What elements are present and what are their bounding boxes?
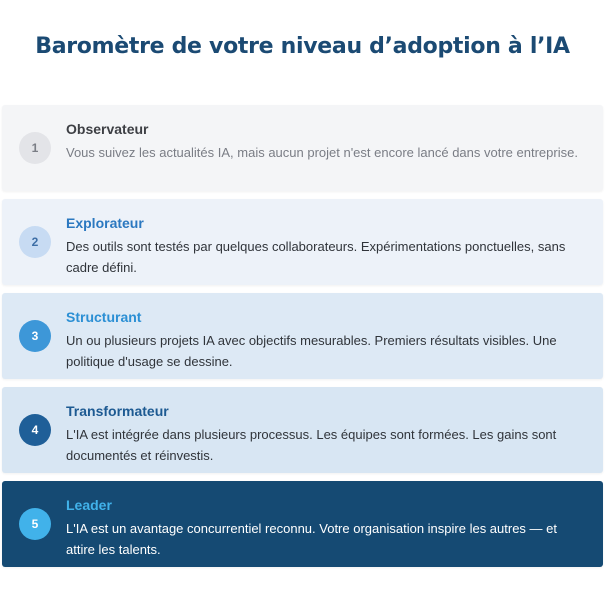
level-description: L'IA est un avantage concurrentiel reconnu. Votre organisation inspire les autres — et attire les talents. bbox=[66, 521, 557, 557]
level-description: Des outils sont testés par quelques collaborateurs. Expérimentations ponctuelles, sans cadre défini. bbox=[66, 239, 566, 275]
level-text bbox=[66, 402, 587, 466]
adoption-levels-list bbox=[2, 105, 603, 575]
level-number-badge: 2 bbox=[19, 226, 51, 258]
page-title: Baromètre de votre niveau d’adoption à l’IA bbox=[35, 34, 570, 59]
level-name: Transformateur bbox=[66, 403, 169, 419]
level-card-transformateur bbox=[2, 387, 603, 473]
level-text bbox=[66, 214, 587, 278]
level-number-badge: 1 bbox=[19, 132, 51, 164]
level-description: L'IA est intégrée dans plusieurs processus. Les équipes sont formées. Les gains sont documentés et réinvestis. bbox=[66, 427, 557, 463]
level-description: Un ou plusieurs projets IA avec objectifs mesurables. Premiers résultats visibles. Une politique d'usage se dessine. bbox=[66, 333, 557, 369]
level-description: Vous suivez les actualités IA, mais aucun projet n'est encore lancé dans votre entreprise. bbox=[66, 145, 578, 160]
level-card-explorateur bbox=[2, 199, 603, 285]
level-card-structurant bbox=[2, 293, 603, 379]
level-number-badge: 5 bbox=[19, 508, 51, 540]
level-text bbox=[66, 120, 587, 163]
level-name: Observateur bbox=[66, 121, 149, 137]
level-card-leader bbox=[2, 481, 603, 567]
level-number-badge: 4 bbox=[19, 414, 51, 446]
level-card-observateur bbox=[2, 105, 603, 191]
level-name: Explorateur bbox=[66, 215, 144, 231]
level-name: Leader bbox=[66, 497, 112, 513]
level-number-badge: 3 bbox=[19, 320, 51, 352]
level-text bbox=[66, 496, 587, 560]
level-name: Structurant bbox=[66, 309, 142, 325]
level-text bbox=[66, 308, 587, 372]
